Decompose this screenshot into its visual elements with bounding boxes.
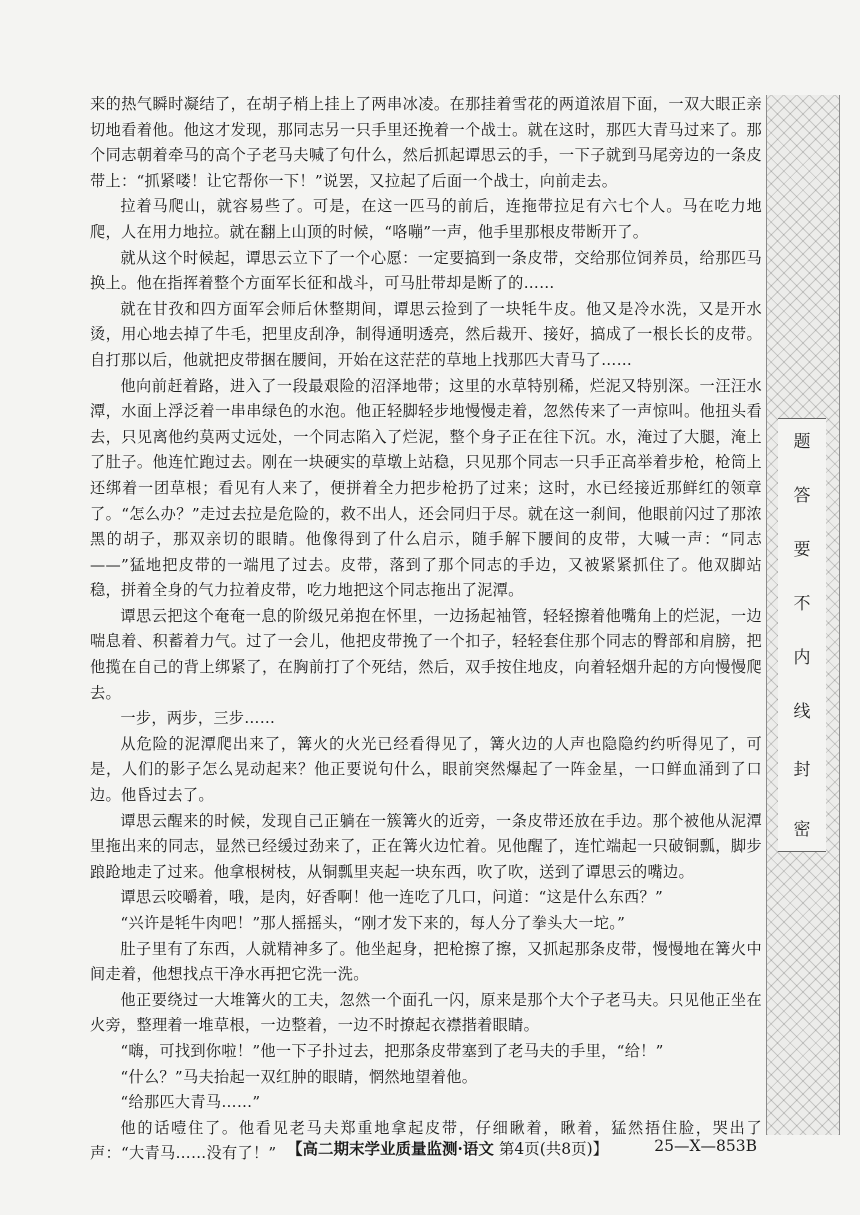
paragraph: 拉着马爬山，就容易些了。可是，在这一匹马的前后，连拖带拉足有六七个人。马在吃力地爬，人在用力地拉。就在翻上山顶的时候，“咯嘣”一声，他手里那根皮带断开了。 — [90, 197, 762, 241]
passage-body — [90, 92, 762, 1167]
paragraph: 就从这个时候起，谭思云立下了一个心愿：一定要搞到一条皮带，交给那位饲养员，给那匹马换上。他在指挥着整个方面军长征和战斗，可马肚带却是断了的…… — [90, 248, 762, 293]
seal-line-char: 题 — [793, 432, 811, 452]
footer-exam-title: 【高二期末学业质量监测·语文 第4页(共8页)】 — [287, 1139, 609, 1158]
paragraph: 一步，两步，三步…… — [120, 709, 276, 728]
paragraph: 谭思云把这个奄奄一息的阶级兄弟抱在怀里，一边扬起袖管，轻轻擦着他嘴角上的烂泥，一边喘息着、积蓄着力气。过了一会儿，他把皮带挽了一个扣子，轻轻套住那个同志的臀部和肩膀，把他揽在自己的背上绑紧了，在胸前打了个死结，然后，双手按住地皮，向着轻烟升起的方向慢慢爬去。 — [90, 606, 762, 702]
page-footer — [287, 1137, 757, 1159]
footer-page-number: 第4页(共8页)】 — [498, 1140, 609, 1158]
paragraph: “兴许是牦牛肉吧！”那人摇摇头，“刚才发下来的，每人分了拳头大一坨。” — [120, 914, 626, 932]
paragraph: 肚子里有了东西，人就精神多了。他坐起身，把枪擦了擦，又抓起那条皮带，慢慢地在篝火中间走着，他想找点干净水再把它洗一洗。 — [90, 939, 762, 984]
seal-line-char: 密 — [793, 820, 811, 840]
seal-line-warning — [778, 418, 826, 852]
seal-line-char: 答 — [793, 486, 811, 506]
paragraph: 谭思云醒来的时候，发现自己正躺在一簇篝火的近旁，一条皮带还放在手边。那个被他从泥潭里拖出来的同志，显然已经缓过劲来了，正在篝火边忙着。见他醒了，连忙端起一只破铜瓢，脚步踉跄地走了过来。他拿根树枝，从铜瓢里夹起一块东西，吹了吹，送到了谭思云的嘴边。 — [90, 811, 762, 881]
paragraph: “什么？”马夫抬起一双红肿的眼睛，惘然地望着他。 — [120, 1067, 478, 1086]
paragraph: “嗨，可找到你啦！”他一下子扑过去，把那条皮带塞到了老马夫的手里，“给！” — [120, 1041, 664, 1060]
paragraph: 他正要绕过一大堆篝火的工夫，忽然一个面孔一闪，原来是那个大个子老马夫。只见他正坐在火旁，整理着一堆草根，一边整着，一边不时撩起衣襟揩着眼睛。 — [90, 990, 762, 1035]
seal-line-char: 内 — [793, 648, 811, 668]
seal-line-char: 要 — [793, 540, 811, 560]
seal-line-char: 封 — [793, 760, 811, 780]
seal-line-char: 线 — [793, 702, 811, 722]
paragraph: 他向前赶着路，进入了一段最艰险的沼泽地带；这里的水草特别稀，烂泥又特别深。一汪汪水潭，水面上浮泛着一串串绿色的水泡。他正轻脚轻步地慢慢走着，忽然传来了一声惊叫。他扭头看去，只见离他约莫两丈远处，一个同志陷入了烂泥，整个身子正在往下沉。水，淹过了大腿，淹上了肚子。他连忙跑过去。刚在一块硬实的草墩上站稳，只见那个同志一只手正高举着步枪，枪筒上还绑着一团草根；看见有人来了，便拼着全力把步枪扔了过来；这时，水已经接近那鲜红的领章了。“怎么办？”走过去拉是危险的，救不出人，还会同归于尽。就在这一刹间，他眼前闪过了那浓黑的胡子，那双亲切的眼睛。他像得到了什么启示，随手解下腰间的皮带，大喊一声：“同志——”猛地把皮带的一端甩了过去。皮带，落到了那个同志的手边，又被紧紧抓住了。他双脚站稳，拼着全身的气力拉着皮带，吃力地把这个同志拖出了泥潭。 — [90, 376, 762, 600]
paragraph: “给那匹大青马……” — [120, 1093, 261, 1112]
paragraph: 从危险的泥潭爬出来了，篝火的火光已经看得见了，篝火边的人声也隐隐约约听得见了，可是，人们的影子怎么晃动起来？他正要说句什么，眼前突然爆起了一阵金星，一口鲜血涌到了口边。他昏过去了。 — [90, 734, 762, 805]
paragraph: 来的热气瞬时凝结了，在胡子梢上挂上了两串冰凌。在那挂着雪花的两道浓眉下面，一双大眼正亲切地看着他。他这才发现，那同志另一只手里还挽着一个战士。就在这时，那匹大青马过来了。那个同志朝着牵马的高个子老马夫喊了句什么，然后抓起谭思云的手，一下子就到马尾旁边的一条皮带上：“抓紧喽！让它帮你一下！”说罢，又拉起了后面一个战士，向前走去。 — [90, 95, 762, 190]
paragraph: 就在甘孜和四方面军会师后休整期间，谭思云捡到了一块牦牛皮。他又是冷水洗，又是开水烫，用心地去掉了牛毛，把里皮刮净，制得通明透亮，然后裁开、接好，搞成了一根长长的皮带。自打那以后，他就把皮带捆在腰间，开始在这茫茫的草地上找那匹大青马了…… — [90, 299, 762, 369]
paragraph: 谭思云咬嚼着，哦，是肉，好香啊！他一连吃了几口，问道：“这是什么东西？” — [120, 888, 664, 907]
paragraph: 他的话噎住了。他看见老马夫郑重地拿起皮带，仔细瞅着，瞅着，猛然捂住脸，哭出了声：“大青马……没有了！” — [90, 1118, 762, 1163]
seal-line-char: 不 — [793, 594, 811, 614]
footer-code: 25—X—853B — [654, 1137, 757, 1155]
